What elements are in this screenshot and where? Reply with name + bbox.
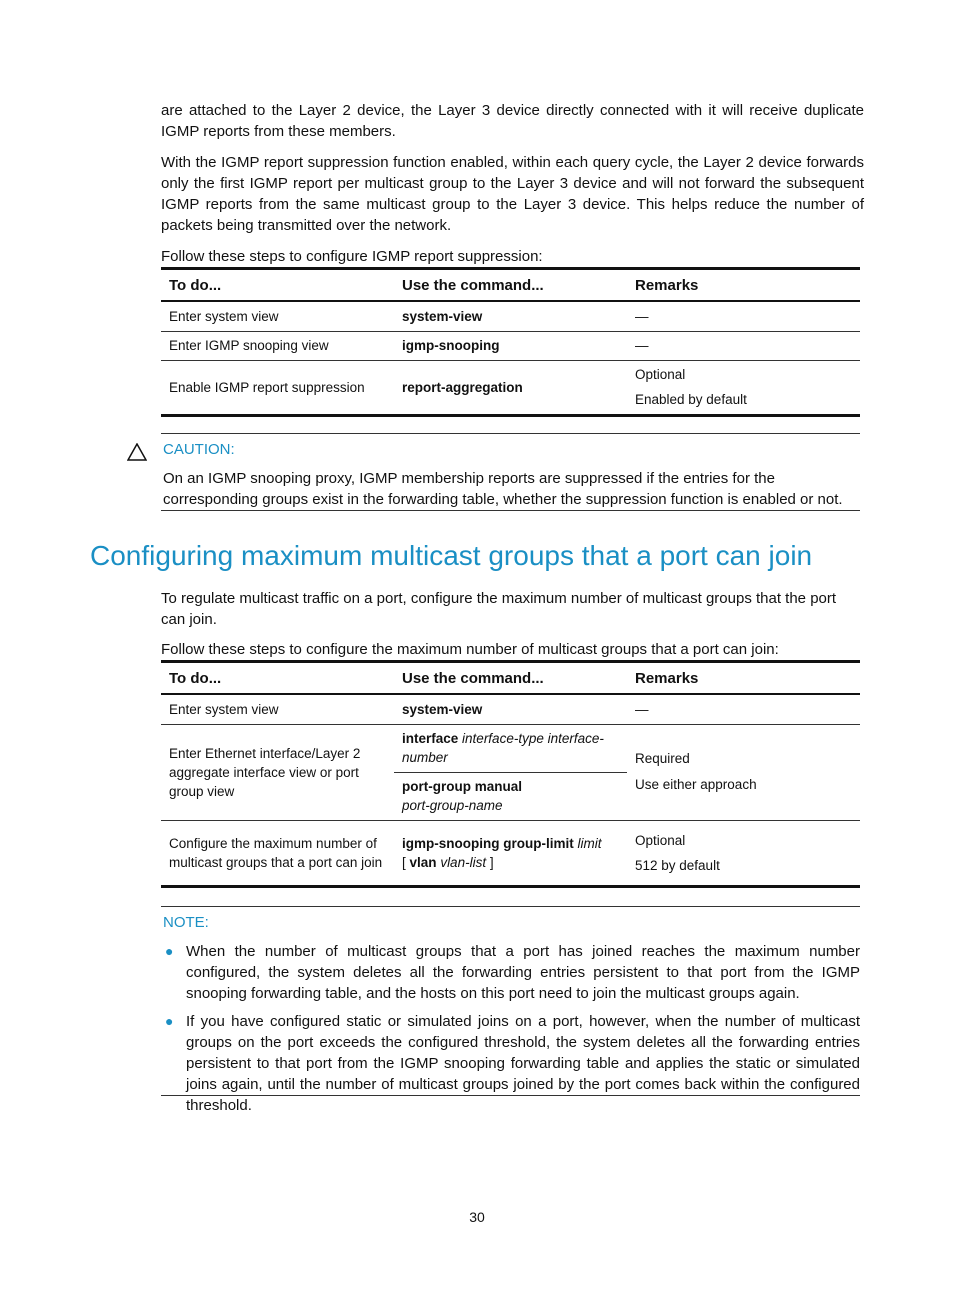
command-bracket-open: [ [402, 854, 406, 870]
table-row [161, 724, 860, 772]
table-header-row [161, 662, 860, 695]
command-argument: limit [577, 835, 602, 851]
list-item [161, 1011, 860, 1116]
header-remarks: Remarks [627, 269, 860, 302]
cell-remarks [627, 724, 860, 820]
cell-remarks [627, 360, 860, 415]
cell-todo: Enable IGMP report suppression [169, 379, 365, 395]
header-command: Use the command... [394, 269, 627, 302]
command-keyword: interface [402, 731, 459, 746]
cell-command: system-view [394, 694, 627, 724]
table-header-row [161, 269, 860, 302]
warning-triangle-icon [127, 443, 147, 461]
cell-remarks [627, 820, 860, 886]
command-keyword: vlan [409, 854, 437, 870]
list-item [161, 941, 860, 1004]
bullet-icon: ● [165, 1013, 174, 1029]
cell-todo: Enter IGMP snooping view [161, 331, 394, 360]
cell-command: igmp-snooping [394, 331, 627, 360]
header-remarks: Remarks [627, 662, 860, 695]
table-row [161, 331, 860, 360]
group-limit-table [161, 660, 860, 888]
paragraph-section-1: To regulate multicast traffic on a port, configure the maximum number of multicast groups that the port can join. [161, 590, 837, 628]
remarks-line-2: Enabled by default [635, 392, 747, 407]
cell-command [394, 820, 627, 886]
cell-command [394, 772, 627, 820]
remarks-line-1: Optional [635, 367, 686, 382]
note-label: NOTE: [163, 914, 209, 931]
table-row [161, 820, 860, 886]
command-bracket-close: ] [489, 854, 494, 870]
remarks-line-1: Optional [635, 832, 686, 848]
cell-todo: Enter system view [161, 301, 394, 331]
header-todo: To do... [161, 269, 394, 302]
command-argument: interface-type interface-number [402, 731, 604, 765]
remarks-line-1: Required [635, 751, 690, 766]
table-row [161, 360, 860, 415]
note-bottom-rule [161, 1095, 860, 1096]
caution-top-rule [161, 433, 860, 434]
note-item-text: If you have configured static or simulated joins on a port, however, when the number of multicast groups on the port exceeds the configured threshold, the system deletes all the forwarding entries persistent to that port from the IGMP snooping forwarding table and applies the static or simulated joins again, until the number of multicast groups joined by the port comes back within the configured threshold. [186, 1013, 860, 1114]
caution-text: On an IGMP snooping proxy, IGMP membership reports are suppressed if the entries for the corresponding groups exist in the forwarding table, whether the suppression function is enabled or not. [163, 470, 843, 508]
command-argument: port-group-name [402, 798, 503, 813]
cell-command: system-view [394, 301, 627, 331]
note-item-text: When the number of multicast groups that a port has joined reaches the maximum number configured, the system deletes all the forwarding entries persistent to that port from the IGMP snooping forwarding table, and the hosts on this port need to join the multicast groups again. [186, 943, 860, 1002]
cell-todo: Configure the maximum number of multicast groups that a port can join [169, 835, 383, 870]
paragraph-intro-1: are attached to the Layer 2 device, the Layer 3 device directly connected with it will receive duplicate IGMP reports from these members. [161, 102, 864, 140]
cell-remarks: — [627, 331, 860, 360]
remarks-line-2: 512 by default [635, 857, 720, 873]
command-argument: vlan-list [440, 854, 487, 870]
section-title: Configuring maximum multicast groups that a port can join [90, 540, 813, 571]
cell-todo: Enter Ethernet interface/Layer 2 aggregate interface view or port group view [161, 724, 394, 820]
cell-remarks: — [627, 694, 860, 724]
table-row [161, 694, 860, 724]
paragraph-intro-2: With the IGMP report suppression function enabled, within each query cycle, the Layer 2 device forwards only the first IGMP report per multicast group to the Layer 3 device and will not forward the subsequent IGMP reports from the same multicast group to the Layer 3 device. This helps reduce the number of packets being transmitted over the network. [161, 154, 864, 234]
header-command: Use the command... [394, 662, 627, 695]
cell-remarks: — [627, 301, 860, 331]
command-keyword: port-group manual [402, 779, 522, 794]
command-keyword: igmp-snooping group-limit [402, 835, 574, 851]
cell-command: report-aggregation [402, 379, 523, 395]
table-row [161, 301, 860, 331]
note-top-rule [161, 906, 860, 907]
paragraph-section-2: Follow these steps to configure the maximum number of multicast groups that a port can join: [161, 641, 779, 658]
paragraph-intro-3: Follow these steps to configure IGMP report suppression: [161, 248, 543, 265]
remarks-line-2: Use either approach [635, 777, 757, 792]
caution-bottom-rule [161, 510, 860, 511]
caution-label: CAUTION: [163, 441, 235, 458]
cell-todo: Enter system view [161, 694, 394, 724]
header-todo: To do... [161, 662, 394, 695]
cell-command [394, 724, 627, 772]
page-number: 30 [469, 1209, 485, 1225]
report-suppression-table [161, 267, 860, 417]
bullet-icon: ● [165, 943, 174, 959]
